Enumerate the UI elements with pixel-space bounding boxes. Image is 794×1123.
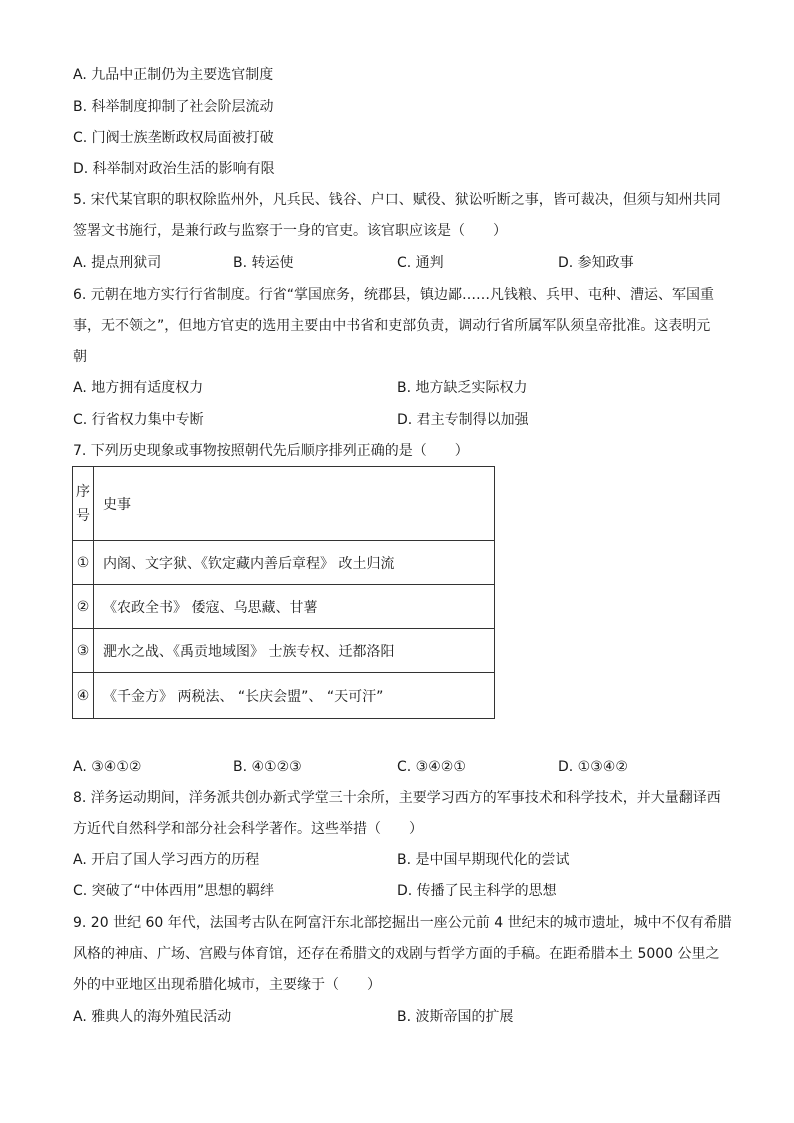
q9-stem-line-2: 风格的神庙、广场、宫殿与体育馆，还存在希腊文的戏剧与哲学方面的手稿。在距希腊本土 5000 公里之 <box>73 946 720 962</box>
q5-stem-line-1: 5. 宋代某官职的职权除监州外，凡兵民、钱谷、户口、赋役、狱讼听断之事，皆可裁决，但须与知州共同 <box>73 192 721 208</box>
q7-option-c: C. ③④②① <box>397 759 466 775</box>
row-event: 内阁、文字狱、《钦定藏内善后章程》 改土归流 <box>94 541 495 585</box>
q5-option-d: D. 参知政事 <box>558 255 634 271</box>
q8-option-a: A. 开启了国人学习西方的历程 <box>73 852 260 868</box>
q9-option-b: B. 波斯帝国的扩展 <box>397 1009 514 1025</box>
q8-stem-line-2: 方近代自然科学和部分社会科学著作。这些举措（ ） <box>73 821 423 837</box>
row-number: ④ <box>73 673 94 719</box>
q8-stem-line-1: 8. 洋务运动期间，洋务派共创办新式学堂三十余所，主要学习西方的军事技术和科学技术，并大量翻译西 <box>73 790 721 806</box>
row-number: ③ <box>73 629 94 673</box>
row-event: 《农政全书》 倭寇、乌思藏、甘薯 <box>94 585 495 629</box>
q4-option-b: B. 科举制度抑制了社会阶层流动 <box>73 99 274 115</box>
table-row <box>73 541 495 585</box>
q7-stem: 7. 下列历史现象或事物按照朝代先后顺序排列正确的是（ ） <box>73 443 469 459</box>
q7-option-a: A. ③④①② <box>73 759 142 775</box>
q6-stem-line-3: 朝 <box>73 349 87 365</box>
row-event: 淝水之战、《禹贡地域图》 士族专权、迁都洛阳 <box>94 629 495 673</box>
q5-stem-line-2: 签署文书施行，是兼行政与监察于一身的官吏。该官职应该是（ ） <box>73 223 507 239</box>
header-number-char-1: 序 <box>76 483 90 500</box>
q6-option-c: C. 行省权力集中专断 <box>73 412 204 428</box>
table-row <box>73 629 495 673</box>
q6-stem-line-1: 6. 元朝在地方实行行省制度。行省“掌国庶务，统郡县，镇边鄙……凡钱粮、兵甲、屯种、漕运、军国重 <box>73 287 715 303</box>
q5-option-b: B. 转运使 <box>233 255 294 271</box>
q5-option-a: A. 提点刑狱司 <box>73 255 162 271</box>
header-event-cell: 史事 <box>94 467 495 541</box>
q4-option-d: D. 科举制对政治生活的影响有限 <box>73 161 275 177</box>
q8-option-b: B. 是中国早期现代化的尝试 <box>397 852 570 868</box>
q8-option-d: D. 传播了民主科学的思想 <box>397 883 557 899</box>
q5-option-c: C. 通判 <box>397 255 444 271</box>
table-row <box>73 673 495 719</box>
row-event: 《千金方》 两税法、 “长庆会盟”、 “天可汗” <box>94 673 495 719</box>
q9-option-a: A. 雅典人的海外殖民活动 <box>73 1009 232 1025</box>
q9-stem-line-1: 9. 20 世纪 60 年代，法国考古队在阿富汗东北部挖掘出一座公元前 4 世纪末的城市遗址，城中不仅有希腊 <box>73 915 732 931</box>
q7-option-b: B. ④①②③ <box>233 759 302 775</box>
q8-option-c: C. 突破了“中体西用”思想的羁绊 <box>73 883 275 899</box>
q6-option-d: D. 君主专制得以加强 <box>397 412 529 428</box>
q6-option-a: A. 地方拥有适度权力 <box>73 380 204 396</box>
row-number: ② <box>73 585 94 629</box>
row-number: ① <box>73 541 94 585</box>
q4-option-c: C. 门阀士族垄断政权局面被打破 <box>73 130 274 146</box>
header-number-cell <box>73 467 94 541</box>
q6-stem-line-2: 事，无不领之”，但地方官吏的选用主要由中书省和吏部负责，调动行省所属军队须皇帝批准。这表明元 <box>73 318 711 334</box>
header-number-char-2: 号 <box>76 507 90 524</box>
q9-stem-line-3: 外的中亚地区出现希腊化城市，主要缘于（ ） <box>73 977 381 993</box>
q6-option-b: B. 地方缺乏实际权力 <box>397 380 528 396</box>
q4-option-a: A. 九品中正制仍为主要选官制度 <box>73 67 274 83</box>
history-events-table <box>72 466 495 719</box>
table-row <box>73 585 495 629</box>
table-header-row <box>73 467 495 541</box>
q7-option-d: D. ①③④② <box>558 759 628 775</box>
